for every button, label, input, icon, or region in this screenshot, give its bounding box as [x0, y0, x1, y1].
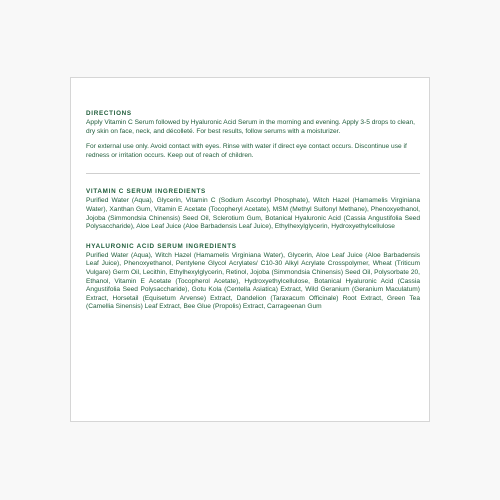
spacer — [86, 136, 420, 143]
label-content — [86, 110, 420, 312]
caution-text: For external use only. Avoid contact with eyes. Rinse with water if direct eye contact occurs. Discontinue use if redness or irritation occurs. Keep out of reach of children. — [86, 143, 407, 159]
divider — [86, 173, 420, 174]
vitamin-c-heading: VITAMIN C SERUM INGREDIENTS — [86, 188, 206, 196]
spacer — [86, 232, 420, 243]
directions-text: Apply Vitamin C Serum followed by Hyaluronic Acid Serum in the morning and evening. Apply 3-5 drops to clean, dry skin on face, neck, and décolleté. For best results, follow serums with a moisturizer. — [86, 119, 416, 135]
directions-heading: DIRECTIONS — [86, 110, 132, 117]
label-card — [70, 77, 430, 422]
hyaluronic-ingredients: Purified Water (Aqua), Witch Hazel (Hamamelis Virginiana Water), Glycerin, Aloe Leaf Juice (Aloe Barbadensis Leaf Juice), Phenoxyethanol, Pentylene Glycol Acrylates/ C10-30 Alkyl Acrylate Crosspolymer, Wheat (Triticum Vulgare) Germ Oil, Lecithin, Ethylhexylglycerin, Retinol, Jojoba (Simmondsia Chinensis) Seed Oil, Polysorbate 20, Ethanol, Vitamin E Acetate (Tocopherol Acetate), Hydroxyethylcellulose, Botanical Hyaluronic Acid (Cassia Angustifolia Seed Polysaccharide), Gotu Kola (Centella Asiatica) Extract, Wild Geranium (Geranium Maculatum) Extract, Horsetail (Equisetum Arvense) Extract, Dandelion (Taraxacum Officinale) Root Extract, Green Tea (Camellia Sinensis) Leaf Extract, Bee Glue (Propolis) Extract, Carrageenan Gum — [86, 251, 420, 311]
hyaluronic-heading: HYALURONIC ACID SERUM INGREDIENTS — [86, 242, 237, 250]
vitamin-c-ingredients: Purified Water (Aqua), Glycerin, Vitamin C (Sodium Ascorbyl Phosphate), Witch Hazel (Hamamelis Virginiana Water), Xanthan Gum, Vitamin E Acetate (Tocopheryl Acetate), MSM (Methyl Sulfonyl Methane), Phenoxyethanol, Jojoba (Simmondsia Chinensis) Seed Oil, Sclerotium Gum, Botanical Hyaluronic Acid (Cassia Angustifolia Seed Polysaccharide), Aloe Leaf Juice (Aloe Barbadensis Leaf Juice), Ethylhexylglycerin, Hydroxyethylcellulose — [86, 197, 420, 231]
